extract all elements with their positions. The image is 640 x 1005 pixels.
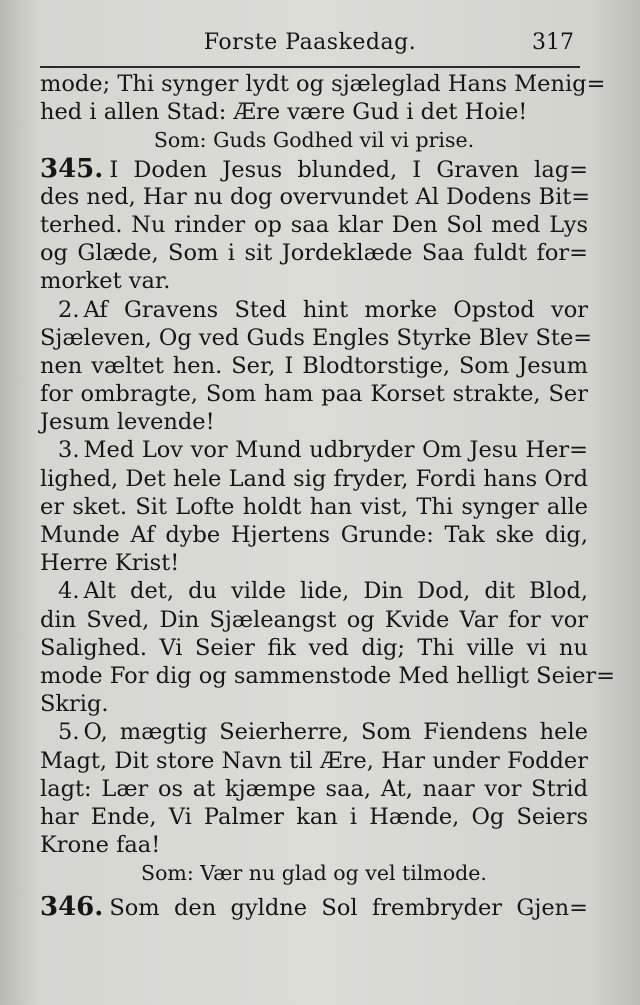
text-line: Munde Af dybe Hjertens Grunde: Tak ske dig, xyxy=(40,522,588,548)
text-line: Jesum levende! xyxy=(40,409,215,436)
text-block xyxy=(40,70,616,923)
verse-number: 3. xyxy=(58,437,80,464)
tune-line: Som: Vær nu glad og vel tilmode. xyxy=(141,861,487,886)
tune-line: Som: Guds Godhed vil vi prise. xyxy=(153,128,475,153)
text-line: Herre Krist! xyxy=(40,550,180,577)
hymn-346-first-line: 346. Som den gyldne Sol frembryder Gjen= xyxy=(40,892,588,923)
text-line: terhed. Nu rinder op saa klar Den Sol med Lys xyxy=(40,211,588,238)
text-line: og Glæde, Som i sit Jordeklæde Saa fuldt for= xyxy=(40,240,588,267)
text-line: for ombragte, Som ham paa Korset strakte, Ser xyxy=(40,381,588,408)
text-line: hed i allen Stad: Ære være Gud i det Hoie! xyxy=(40,99,528,126)
text-line: Skrig. xyxy=(40,691,109,718)
text-line: des ned, Har nu dog overvundet Al Dodens Bit= xyxy=(40,183,591,210)
verse-3-first-line: 3. Med Lov vor Mund udbryder Om Jesu Her= xyxy=(58,437,588,464)
page-number: 317 xyxy=(532,30,574,55)
hymn-number: 345. xyxy=(40,153,104,184)
verse-2-first-line: 2. Af Gravens Sted hint morke Opstod vor xyxy=(58,296,588,323)
hymn-345-first-line: 345. I Doden Jesus blunded, I Graven lag= xyxy=(40,153,588,184)
hymn-number: 346. xyxy=(40,892,104,923)
text-line: Krone faa! xyxy=(40,832,161,859)
text-line: nen væltet hen. Ser, I Blodtorstige, Som Jesum xyxy=(40,352,588,379)
text-line: har Ende, Vi Palmer kan i Hænde, Og Seiers xyxy=(40,803,588,830)
text-line: morket var. xyxy=(40,268,171,295)
running-title: Forste Paaskedag. xyxy=(203,30,417,55)
text-line: mode; Thi synger lydt og sjæleglad Hans Menig= xyxy=(40,71,606,97)
verse-number: 4. xyxy=(58,578,80,605)
text-line: lagt: Lær os at kjæmpe saa, At, naar vor Strid xyxy=(40,775,588,802)
text-line: Magt, Dit store Navn til Ære, Har under Fodder xyxy=(40,747,588,774)
verse-number: 2. xyxy=(58,296,80,323)
text-line: din Sved, Din Sjæleangst og Kvide Var for vor xyxy=(40,606,588,633)
verse-4-first-line: 4. Alt det, du vilde lide, Din Dod, dit Blod, xyxy=(58,578,588,605)
text-line: Salighed. Vi Seier fik ved dig; Thi ville vi nu xyxy=(40,634,588,661)
text-line: Sjæleven, Og ved Guds Engles Styrke Blev Ste= xyxy=(40,324,593,351)
verse-5-first-line: 5. O, mægtig Seierherre, Som Fiendens hele xyxy=(58,719,588,746)
page-header xyxy=(40,30,580,68)
text-line: er sket. Sit Lofte holdt han vist, Thi synger alle xyxy=(40,493,588,520)
verse-number: 5. xyxy=(58,719,80,746)
text-line: mode For dig og sammenstode Med helligt Seier= xyxy=(40,662,616,689)
text-line: lighed, Det hele Land sig fryder, Fordi hans Ord xyxy=(40,465,588,492)
